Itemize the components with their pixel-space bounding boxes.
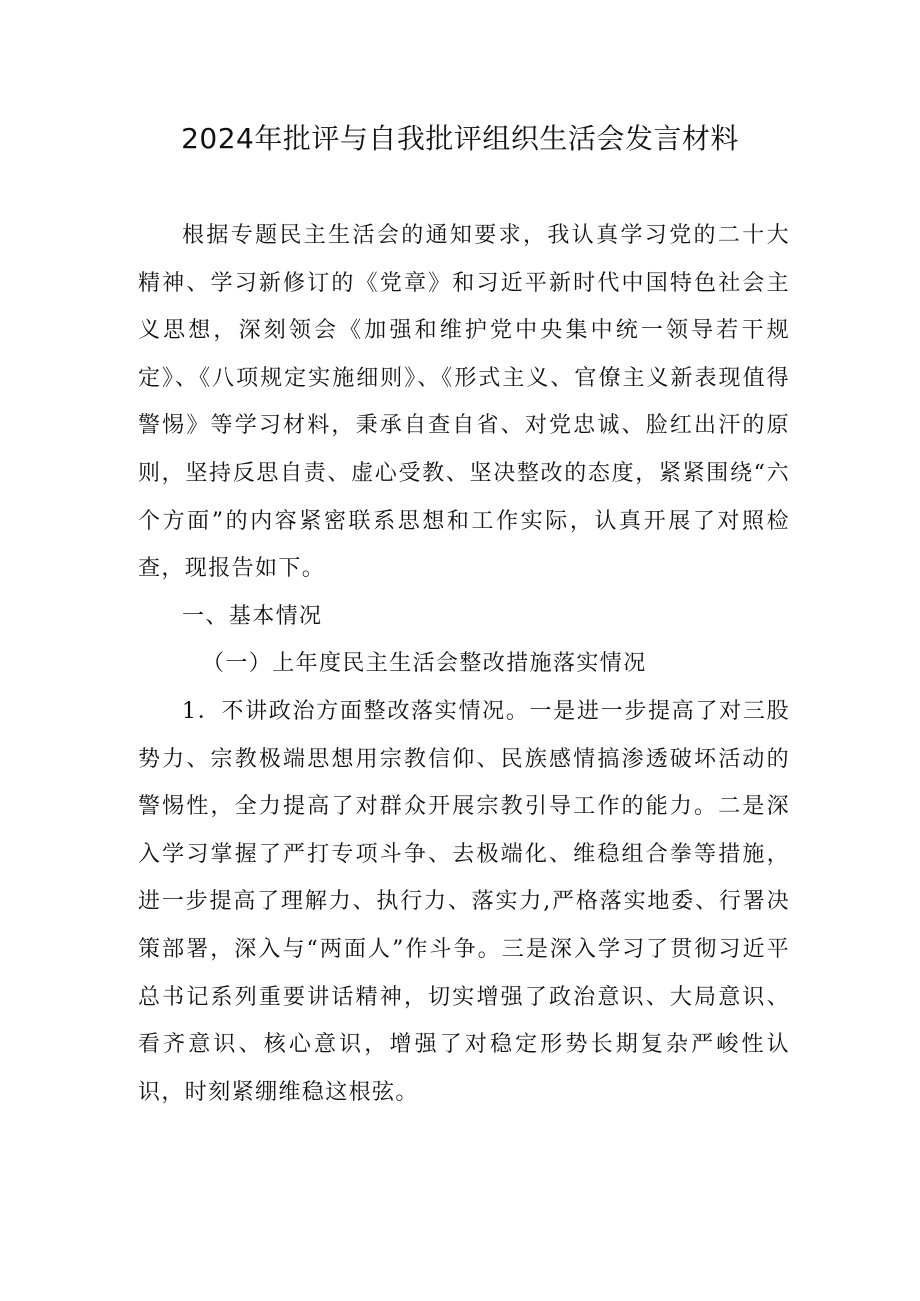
intro-paragraph: 根据专题民主生活会的通知要求，我认真学习党的二十大精神、学习新修订的《党章》和习近平新时代中国特色社会主义思想，深刻领会《加强和维护党中央集中统一领导若干规定》、《八项规定实施细则》、《形式主义、官僚主义新表现值得警惕》等学习材料，秉承自查自省、对党忠诚、脸红出汗的原则，坚持反思自责、虚心受教、坚决整改的态度，紧紧围绕“六个方面”的内容紧密联系思想和工作实际，认真开展了对照检查，现报告如下。 — [138, 223, 790, 582]
section-heading: 一、基本情况 — [182, 603, 323, 629]
document-body — [138, 212, 790, 1116]
item-paragraph: 1．不讲政治方面整改落实情况。一是进一步提高了对三股势力、宗教极端思想用宗教信仰、民族感情搞渗透破坏活动的警惕性，全力提高了对群众开展宗教引导工作的能力。二是深入学习掌握了严打专项斗争、去极端化、维稳组合拳等措施，进一步提高了理解力、执行力、落实力,严格落实地委、行署决策部署，深入与“两面人”作斗争。三是深入学习了贯彻习近平总书记系列重要讲话精神，切实增强了政治意识、大局意识、看齐意识、核心意识，增强了对稳定形势长期复杂严峻性认识，时刻紧绷维稳这根弦。 — [138, 698, 790, 1105]
subsection-heading: （一）上年度民主生活会整改措施落实情况 — [202, 651, 647, 677]
document-title: 2024年批评与自我批评组织生活会发言材料 — [181, 122, 739, 155]
